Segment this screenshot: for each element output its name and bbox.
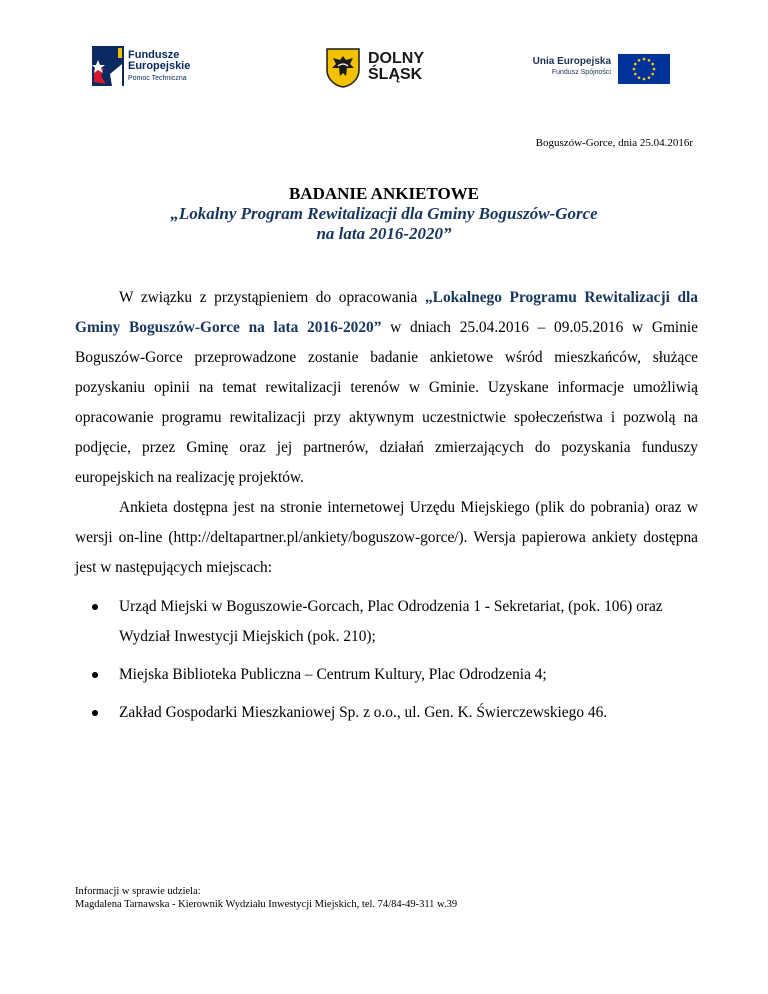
list-item <box>75 660 698 690</box>
intro-text-after: w dniach 25.04.2016 – 09.05.2016 w Gminie Boguszów-Gorce przeprowadzone zostanie badanie ankietowe wśród mieszkańców, służące pozyskaniu opinii na temat rewitalizacji terenów w Gminie. Uzyskane informacje umożliwią opracowanie programu rewitalizacji przy aktywnym uczestnictwie społeczeństwa i pozwolą na podjęcie, przez Gminę oraz jej partnerów, działań zmierzających do pozyskania funduszy europejskich na realizację projektów. <box>75 319 699 486</box>
funds-line2: Europejskie <box>128 60 191 72</box>
eu-flag-icon <box>618 54 670 84</box>
logo-bar <box>0 44 768 94</box>
program-name: „Lokalnego Programu Rewitalizacji dla Gminy Boguszów-Gorce na lata 2016-2020” <box>75 289 698 336</box>
availability-paragraph: Ankieta dostępna jest na stronie internetowej Urzędu Miejskiego (plik do pobrania) oraz w wersji on-line (http://deltapartner.pl/ankiety/boguszow-gorce/). Wersja papierowa ankiety dostępna jest w następujących miejscach: <box>75 499 698 576</box>
list-item <box>75 698 698 728</box>
footer-line2: Magdalena Tarnawska - Kierownik Wydziału Inwestycji Miejskich, tel. 74/84-49-311 w.39 <box>75 899 458 910</box>
eu-line2: Fundusz Spójności <box>551 69 611 76</box>
funds-star-icon <box>92 46 124 86</box>
funds-line3: Pomoc Techniczna <box>128 75 187 82</box>
bullet-icon <box>92 710 98 716</box>
region-line2: ŚLĄSK <box>368 66 423 83</box>
document-body <box>75 283 698 583</box>
region-logo <box>326 48 446 90</box>
contact-footer <box>75 885 457 911</box>
eu-logo <box>511 52 681 88</box>
intro-paragraph <box>75 283 698 493</box>
region-line1: DOLNY <box>368 50 424 67</box>
locations-list <box>75 592 698 736</box>
location-text: Miejska Biblioteka Publiczna – Centrum Kultury, Plac Odrodzenia 4; <box>119 666 547 683</box>
bullet-icon <box>92 604 98 610</box>
list-item <box>75 592 698 652</box>
location-text: Zakład Gospodarki Mieszkaniowej Sp. z o.o., ul. Gen. K. Świerczewskiego 46. <box>119 704 608 721</box>
funds-line1: Fundusze <box>128 49 180 61</box>
eu-line1: Unia Europejska <box>532 56 611 67</box>
date-line: Boguszów-Gorce, dnia 25.04.2016r <box>535 137 693 149</box>
document-title: BADANIE ANKIETOWE <box>288 184 480 203</box>
document-subtitle-line2: na lata 2016-2020” <box>316 224 452 243</box>
funds-logo <box>92 46 222 90</box>
location-text: Urząd Miejski w Boguszowie-Gorcach, Plac Odrodzenia 1 - Sekretariat, (pok. 106) oraz Wydział Inwestycji Miejskich (pok. 210); <box>119 598 663 645</box>
intro-text-before: W związku z przystąpieniem do opracowania <box>119 289 425 306</box>
bullet-icon <box>92 672 98 678</box>
eagle-crest-icon <box>326 48 360 88</box>
document-subtitle-line1: „Lokalny Program Rewitalizacji dla Gminy Boguszów-Gorce <box>170 204 598 223</box>
footer-line1: Informacji w sprawie udziela: <box>75 886 201 897</box>
